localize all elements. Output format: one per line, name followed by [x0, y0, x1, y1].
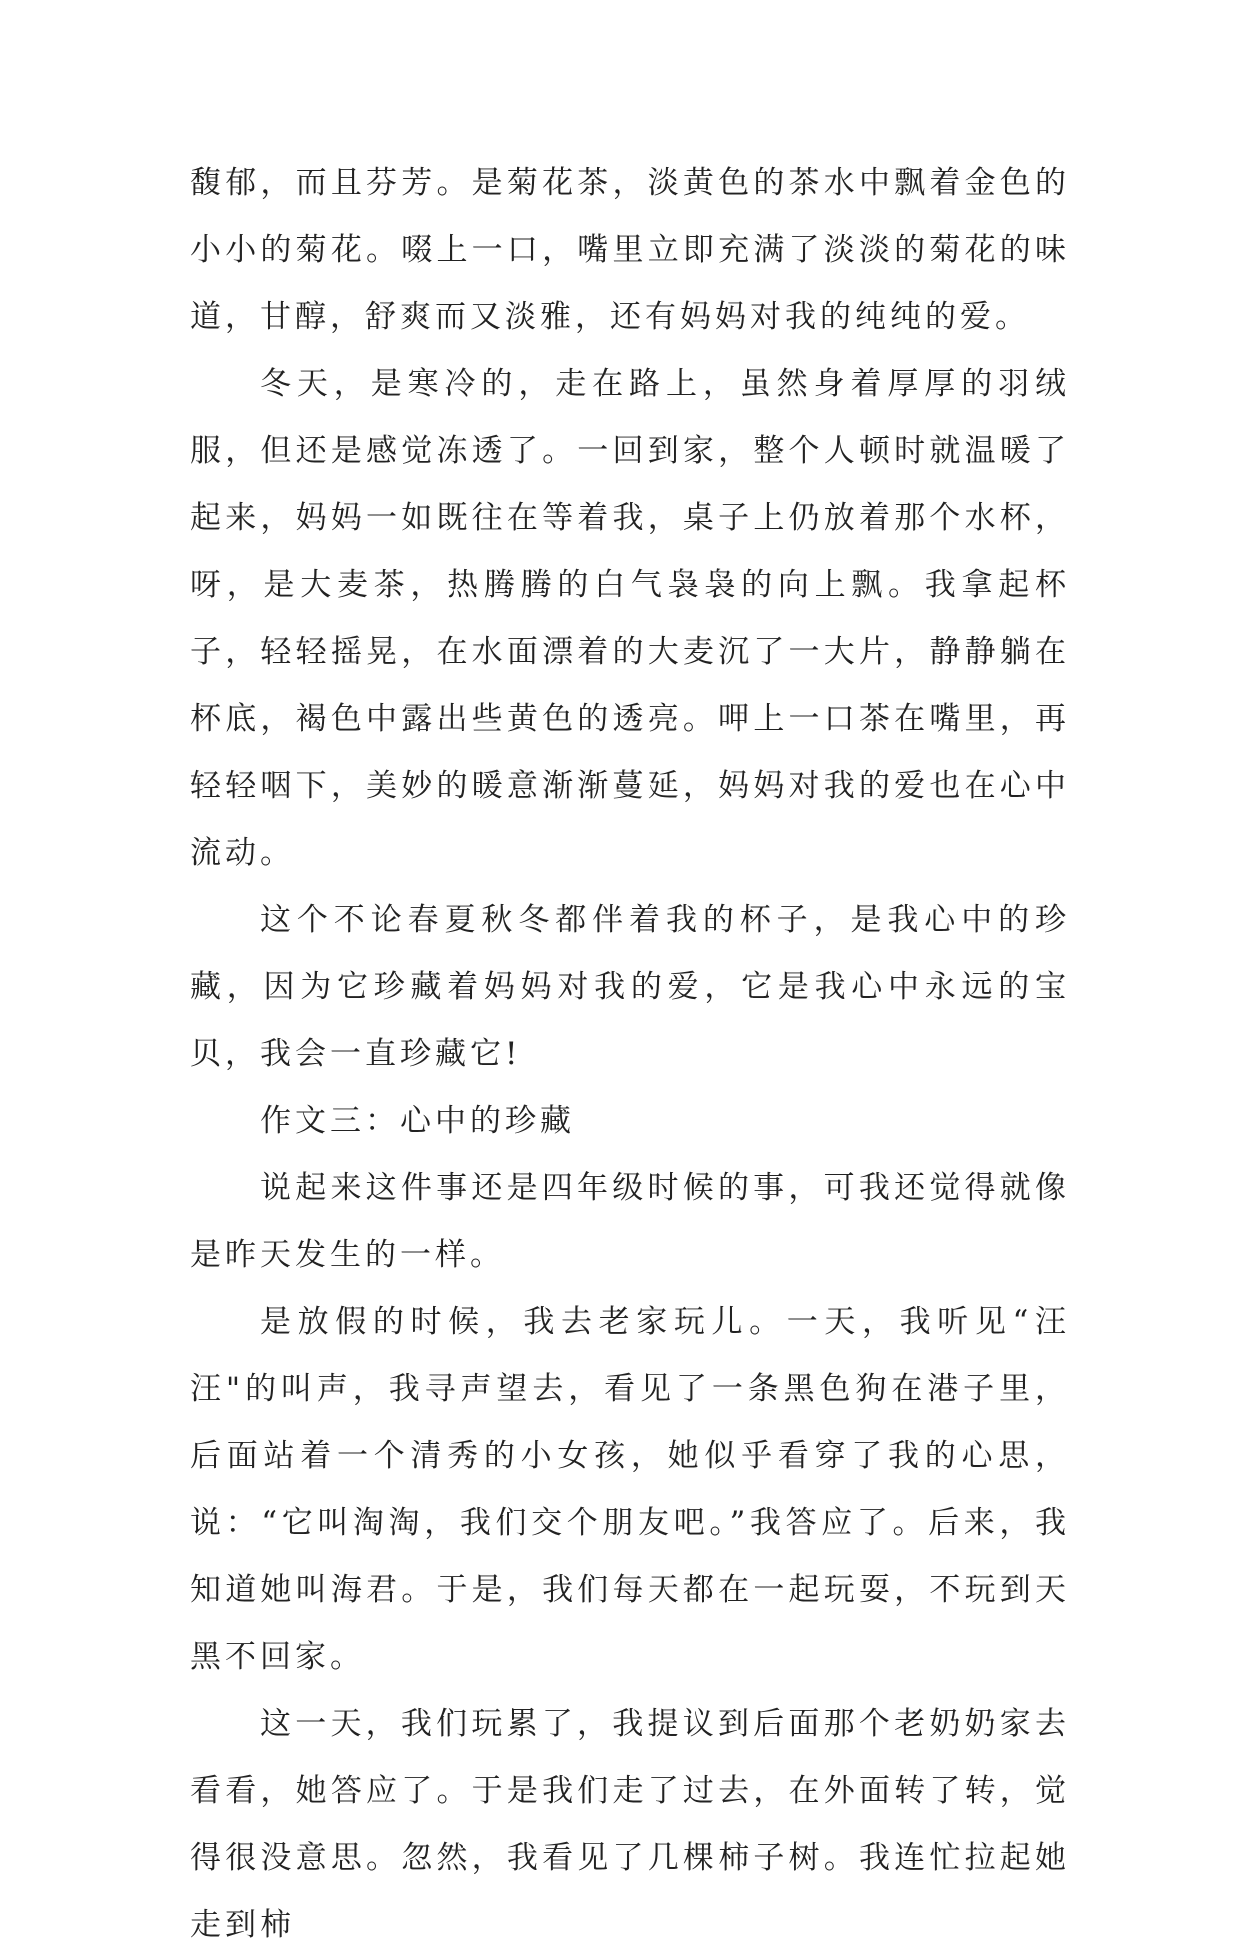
essay-three-title: 作文三：心中的珍藏 [260, 1103, 575, 1139]
paragraph-meeting-haijun: 是放假的时候，我去老家玩儿。一天，我听见“汪汪"的叫声，我寻声望去，看见了一条黑色狗在港子里，后面站着一个清秀的小女孩，她似乎看穿了我的心思，说：“它叫淘淘，我们交个朋友吧。”我答应了。后来，我知道她叫海君。于是，我们每天都在一起玩耍，不玩到天黑不回家。 [190, 1304, 1070, 1675]
paragraph-persimmon-trees: 这一天，我们玩累了，我提议到后面那个老奶奶家去看看，她答应了。于是我们走了过去，在外面转了转，觉得很没意思。忽然，我看见了几棵柿子树。我连忙拉起她走到柿 [190, 1706, 1070, 1943]
document-body [190, 150, 1070, 1959]
paragraph-fourth-grade-memory: 说起来这件事还是四年级时候的事，可我还觉得就像是昨天发生的一样。 [190, 1170, 1070, 1273]
paragraph-cup-treasure: 这个不论春夏秋冬都伴着我的杯子，是我心中的珍藏，因为它珍藏着妈妈对我的爱，它是我心中永远的宝贝，我会一直珍藏它! [190, 902, 1070, 1072]
paragraph-chrysanthemum-tea: 馥郁，而且芬芳。是菊花茶，淡黄色的茶水中飘着金色的小小的菊花。啜上一口，嘴里立即充满了淡淡的菊花的味道，甘醇，舒爽而又淡雅，还有妈妈对我的纯纯的爱。 [190, 165, 1070, 335]
paragraph-winter-barley-tea: 冬天，是寒冷的，走在路上，虽然身着厚厚的羽绒服，但还是感觉冻透了。一回到家，整个人顿时就温暖了起来，妈妈一如既往在等着我，桌子上仍放着那个水杯，呀，是大麦茶，热腾腾的白气袅袅的向上飘。我拿起杯子，轻轻摇晃，在水面漂着的大麦沉了一大片，静静躺在杯底，褐色中露出些黄色的透亮。呷上一口茶在嘴里，再轻轻咽下，美妙的暖意渐渐蔓延，妈妈对我的爱也在心中流动。 [190, 366, 1070, 871]
